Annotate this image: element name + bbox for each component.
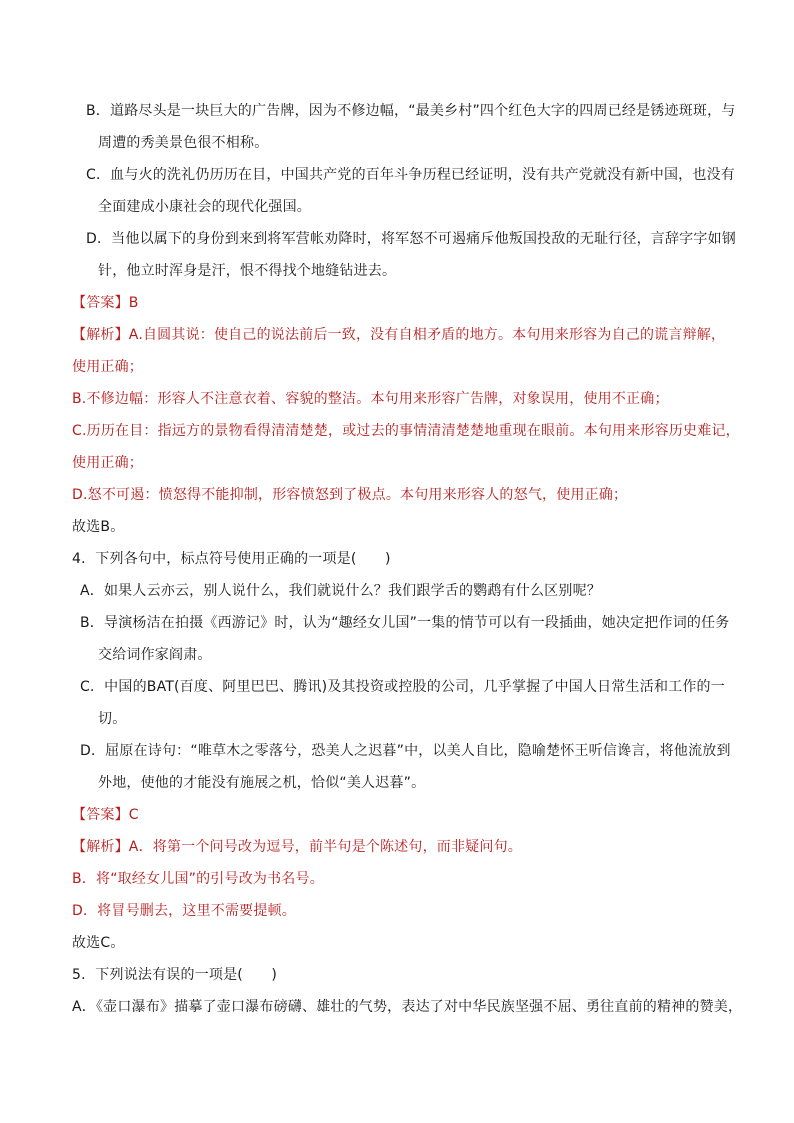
q3-analysis-line1: 【解析】A.自圆其说：使自己的说法前后一致，没有自相矛盾的地方。本句用来形容为自己的谎言辩解， [72, 327, 726, 343]
q3-option-d-line2: 针，他立时浑身是汗，恨不得找个地缝钻进去。 [98, 263, 397, 279]
q3-option-b-line1: B．道路尽头是一块巨大的广告牌，因为不修边幅，“最美乡村”四个红色大字的四周已经是锈迹斑斑，与 [86, 103, 736, 119]
q3-analysis-line4: C.历历在目：指远方的景物看得清清楚楚，或过去的事情清清楚楚地重现在眼前。本句用来形容历史难记， [72, 423, 740, 439]
q3-option-c-line1: C．血与火的洗礼仍历历在目，中国共产党的百年斗争历程已经证明，没有共产党就没有新中国，也没有 [86, 167, 735, 183]
q4-stem: 4．下列各句中，标点符号使用正确的一项是( ) [72, 551, 391, 567]
q4-analysis-line2: B．将“取经女儿国”的引号改为书名号。 [72, 871, 324, 887]
q3-answer: 【答案】B [72, 295, 139, 311]
q3-analysis-line2: 使用正确； [72, 359, 143, 375]
q4-answer: 【答案】C [72, 807, 139, 823]
q4-option-a: A．如果人云亦云，别人说什么，我们就说什么？我们跟学舌的鹦鹉有什么区别呢？ [80, 583, 601, 599]
q3-conclusion: 故选B。 [72, 519, 125, 535]
q4-option-c-line2: 切。 [98, 711, 127, 727]
q3-option-b-line2: 周遭的秀美景色很不相称。 [98, 135, 269, 151]
q4-analysis-line3: D．将冒号删去，这里不需要提顿。 [72, 903, 296, 919]
q4-analysis-line1: 【解析】A．将第一个问号改为逗号，前半句是个陈述句，而非疑问句。 [72, 839, 522, 855]
q3-option-d-line1: D．当他以属下的身份到来到将军营帐劝降时，将军怒不可遏痛斥他叛国投敌的无耻行径，言辞字字如钢 [86, 231, 736, 247]
q4-option-b-line2: 交给词作家阎肃。 [98, 647, 212, 663]
q5-stem: 5．下列说法有误的一项是( ) [72, 967, 278, 983]
q4-conclusion: 故选C。 [72, 935, 125, 951]
q3-analysis-line3: B.不修边幅：形容人不注意衣着、容貌的整洁。本句用来形容广告牌，对象误用，使用不正确； [72, 391, 669, 407]
q4-option-c-line1: C．中国的BAT(百度、阿里巴巴、腾讯)及其投资或控股的公司，几乎掌握了中国人日常生活和工作的一 [80, 679, 725, 695]
q4-option-b-line1: B．导演杨洁在拍摄《西游记》时，认为“趣经女儿国”一集的情节可以有一段插曲，她决定把作词的任务 [80, 615, 730, 631]
q5-option-a-line1: A．《壶口瀑布》描摹了壶口瀑布磅礴、雄壮的气势，表达了对中华民族坚强不屈、勇往直前的精神的赞美， [72, 999, 743, 1015]
q3-option-c-line2: 全面建成小康社会的现代化强国。 [98, 199, 311, 215]
q4-option-d-line2: 外地，使他的才能没有施展之机，恰似“美人迟暮”。 [98, 775, 426, 791]
q3-analysis-line5: 使用正确； [72, 455, 143, 471]
q3-analysis-line6: D.怒不可遏：愤怒得不能抑制，形容愤怒到了极点。本句用来形容人的怒气，使用正确； [72, 487, 628, 503]
q4-option-d-line1: D．屈原在诗句：“唯草木之零落兮，恐美人之迟暮”中，以美人自比，隐喻楚怀王听信谗言，将他流放到 [80, 743, 731, 759]
